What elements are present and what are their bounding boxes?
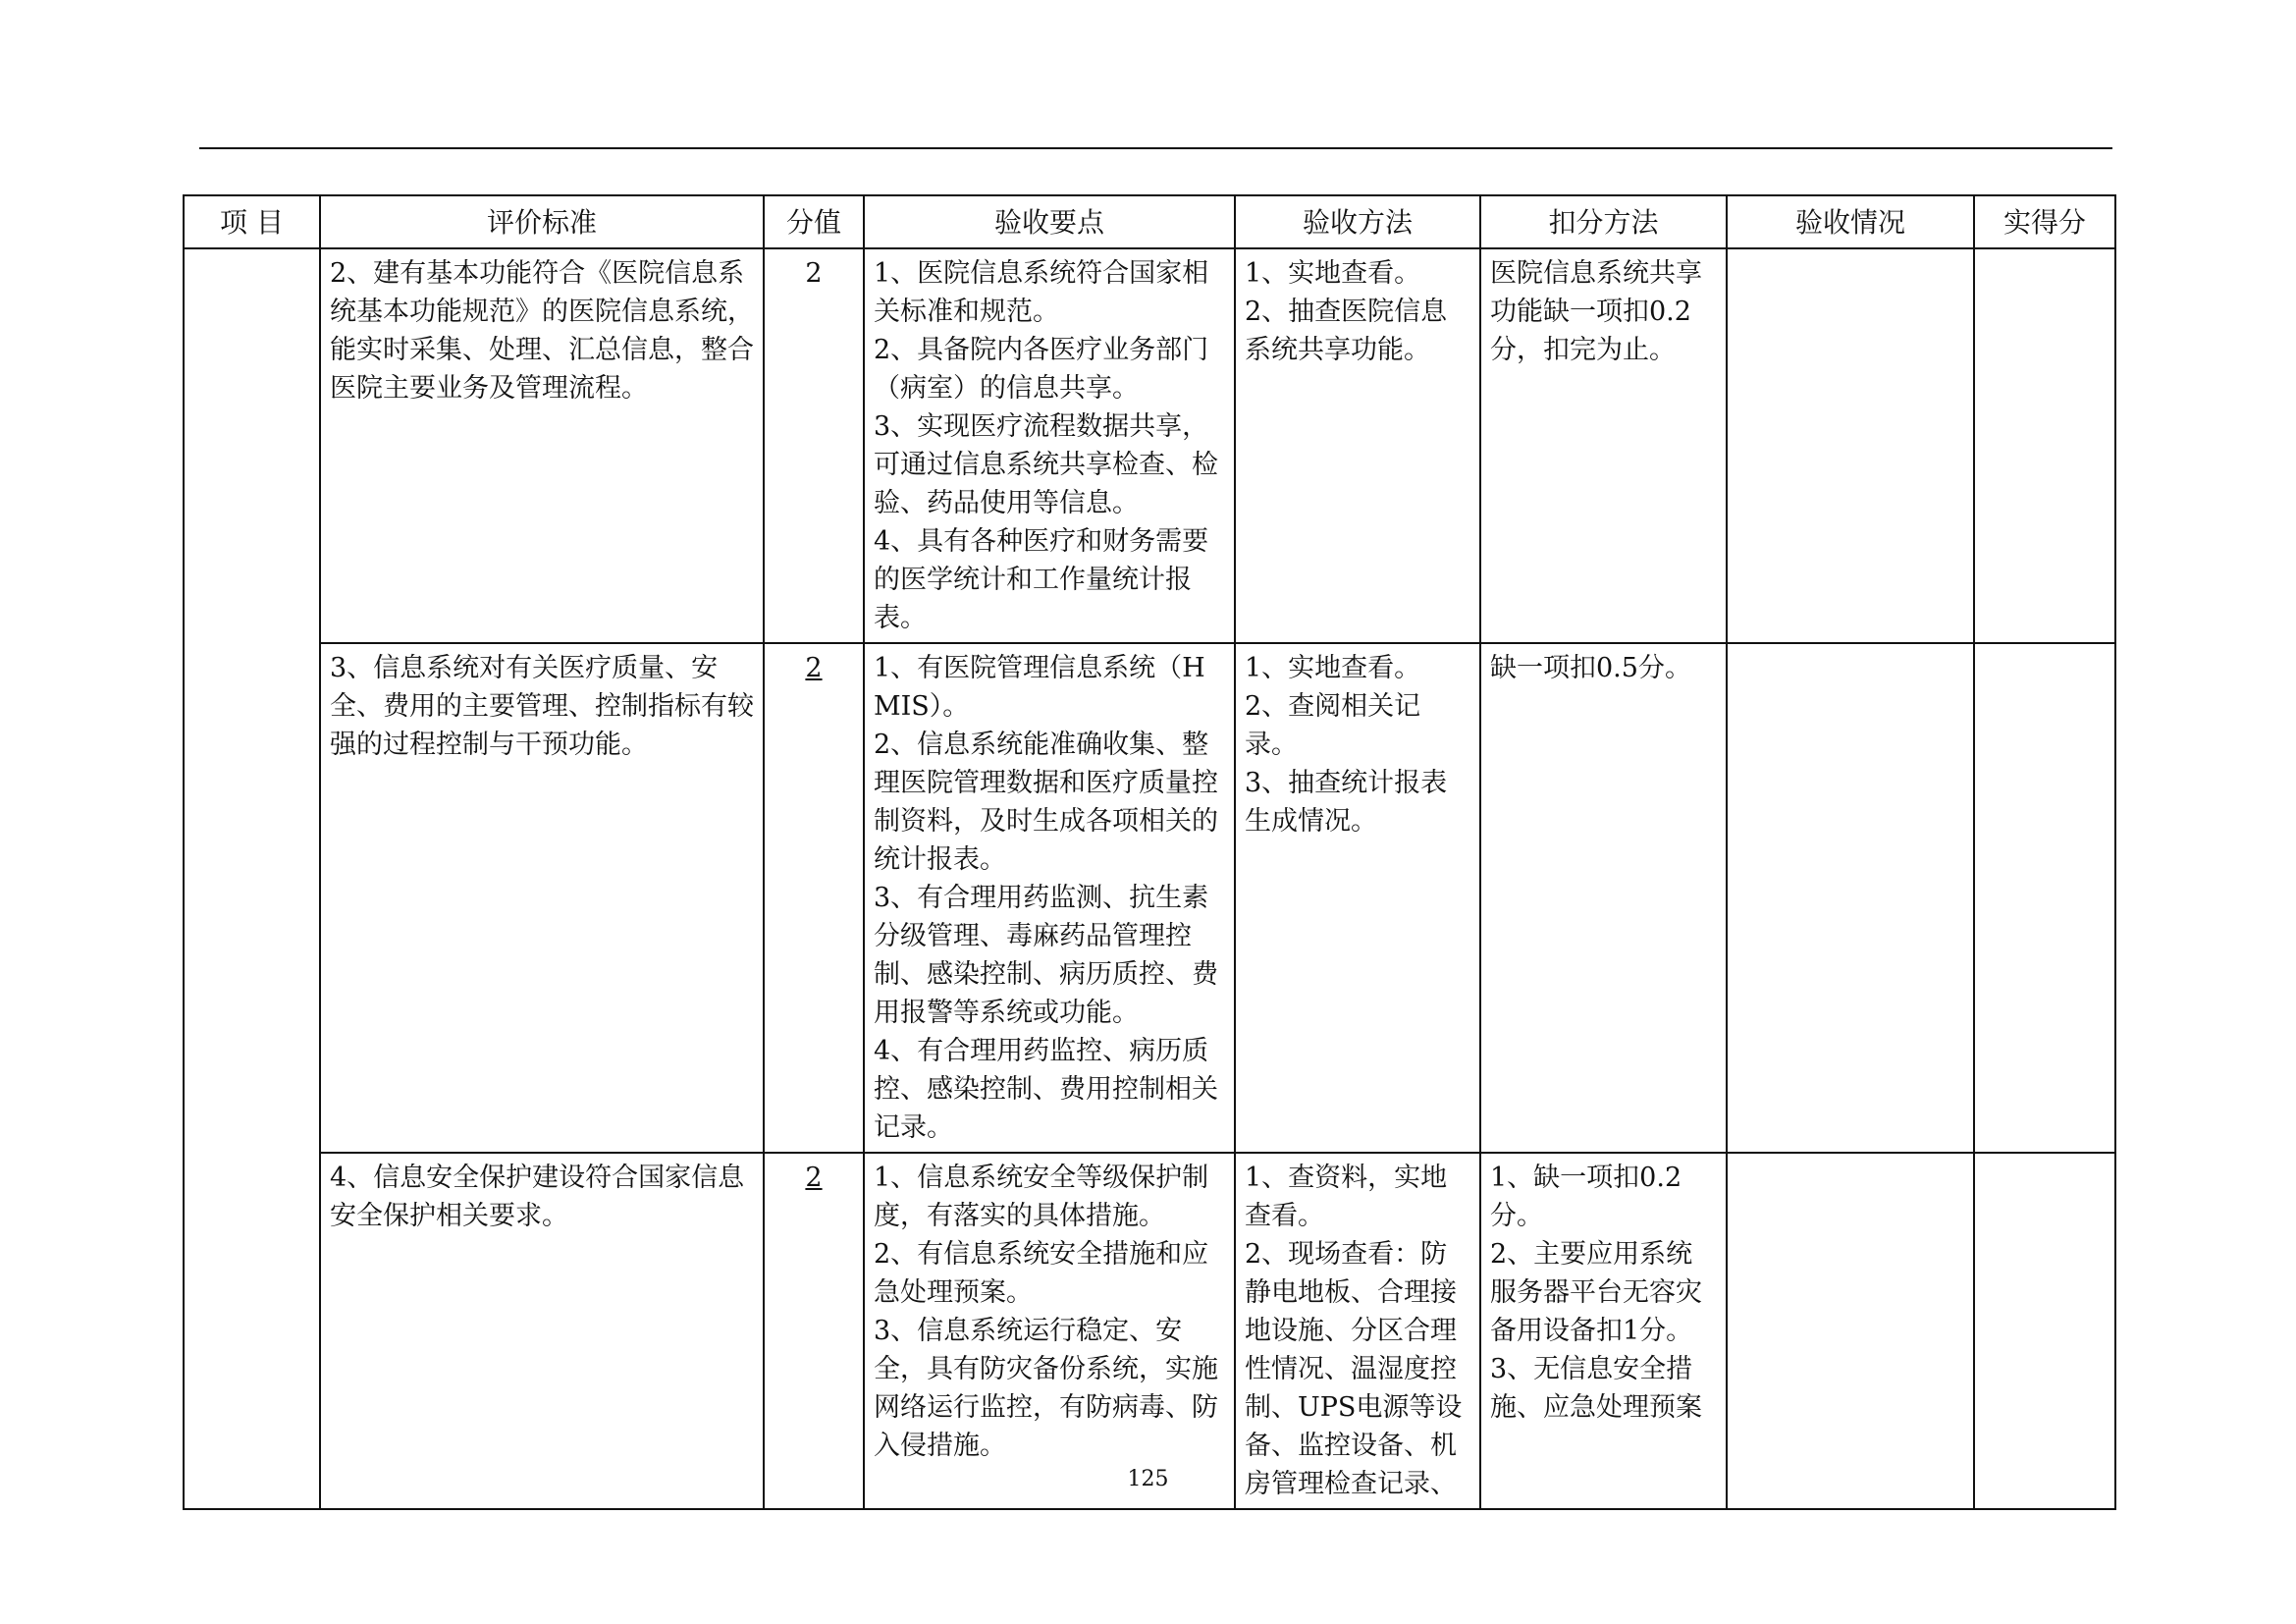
score-value: 2 xyxy=(805,653,823,683)
deduction-cell xyxy=(1480,1153,1727,1509)
method-line: 2、现场查看：防静电地板、合理接地设施、分区合理性情况、温湿度控制、UPS电源等设备、监控设备、机房管理检查记录、 xyxy=(1245,1239,1463,1499)
point-line: 2、信息系统能准确收集、整理医院管理数据和医疗质量控制资料，及时生成各项相关的统计报表。 xyxy=(874,730,1218,875)
method-cell xyxy=(1235,643,1480,1153)
header-score: 分值 xyxy=(764,195,864,248)
criterion-cell: 2、建有基本功能符合《医院信息系统基本功能规范》的医院信息系统，能实时采集、处理、汇总信息，整合医院主要业务及管理流程。 xyxy=(320,248,764,643)
header-points: 验收要点 xyxy=(864,195,1235,248)
deduction-line: 缺一项扣0.5分。 xyxy=(1490,653,1691,683)
score-cell xyxy=(764,643,864,1153)
item-cell xyxy=(184,248,320,1509)
method-line: 1、实地查看。 xyxy=(1245,653,1421,683)
score-cell: 2 xyxy=(764,248,864,643)
points-cell xyxy=(864,643,1235,1153)
score-value: 2 xyxy=(805,1163,823,1193)
table-row xyxy=(184,1153,2115,1509)
actual-score-cell xyxy=(1974,248,2115,643)
header-criteria: 评价标准 xyxy=(320,195,764,248)
point-line: 1、信息系统安全等级保护制度，有落实的具体措施。 xyxy=(874,1163,1209,1231)
method-line: 1、实地查看。 xyxy=(1245,258,1421,289)
point-line: 1、医院信息系统符合国家相关标准和规范。 xyxy=(874,258,1209,327)
point-line: 3、实现医疗流程数据共享，可通过信息系统共享检查、检验、药品使用等信息。 xyxy=(874,411,1218,518)
deduction-line: 1、缺一项扣0.2分。 xyxy=(1490,1163,1682,1231)
table-row xyxy=(184,248,2115,643)
actual-score-cell xyxy=(1974,1153,2115,1509)
status-cell xyxy=(1727,1153,1974,1509)
point-line: 2、有信息系统安全措施和应急处理预案。 xyxy=(874,1239,1209,1308)
point-line: 4、具有各种医疗和财务需要的医学统计和工作量统计报表。 xyxy=(874,526,1209,633)
point-line: 4、有合理用药监控、病历质控、感染控制、费用控制相关记录。 xyxy=(874,1036,1218,1143)
point-line: 3、信息系统运行稳定、安全，具有防灾备份系统，实施网络运行监控，有防病毒、防入侵措施。 xyxy=(874,1316,1218,1461)
header-deduction: 扣分方法 xyxy=(1480,195,1727,248)
deduction-line: 3、无信息安全措施、应急处理预案 xyxy=(1490,1354,1702,1423)
header-item: 项 目 xyxy=(184,195,320,248)
status-cell xyxy=(1727,248,1974,643)
points-cell xyxy=(864,248,1235,643)
deduction-line: 2、主要应用系统服务器平台无容灾备用设备扣1分。 xyxy=(1490,1239,1702,1346)
header-status: 验收情况 xyxy=(1727,195,1974,248)
method-line: 2、抽查医院信息系统共享功能。 xyxy=(1245,297,1448,365)
point-line: 2、具备院内各医疗业务部门（病室）的信息共享。 xyxy=(874,335,1209,404)
criterion-cell: 3、信息系统对有关医疗质量、安全、费用的主要管理、控制指标有较强的过程控制与干预功能。 xyxy=(320,643,764,1153)
actual-score-cell xyxy=(1974,643,2115,1153)
evaluation-table xyxy=(183,194,2116,1510)
point-line: 1、有医院管理信息系统（HMIS）。 xyxy=(874,653,1205,722)
criterion-cell: 4、信息安全保护建设符合国家信息安全保护相关要求。 xyxy=(320,1153,764,1509)
points-cell xyxy=(864,1153,1235,1509)
method-line: 1、查资料，实地查看。 xyxy=(1245,1163,1448,1231)
method-line: 2、查阅相关记录。 xyxy=(1245,691,1421,760)
page-number: 125 xyxy=(1127,1467,1169,1491)
header-rule xyxy=(199,147,2112,149)
point-line: 3、有合理用药监测、抗生素分级管理、毒麻药品管理控制、感染控制、病历质控、费用报警等系统或功能。 xyxy=(874,883,1218,1028)
table-row xyxy=(184,643,2115,1153)
deduction-cell xyxy=(1480,248,1727,643)
table-header-row xyxy=(184,195,2115,248)
method-cell xyxy=(1235,1153,1480,1509)
deduction-line: 医院信息系统共享功能缺一项扣0.2分，扣完为止。 xyxy=(1490,258,1702,365)
deduction-cell xyxy=(1480,643,1727,1153)
status-cell xyxy=(1727,643,1974,1153)
method-line: 3、抽查统计报表生成情况。 xyxy=(1245,768,1448,837)
score-cell xyxy=(764,1153,864,1509)
method-cell xyxy=(1235,248,1480,643)
header-method: 验收方法 xyxy=(1235,195,1480,248)
header-actual: 实得分 xyxy=(1974,195,2115,248)
